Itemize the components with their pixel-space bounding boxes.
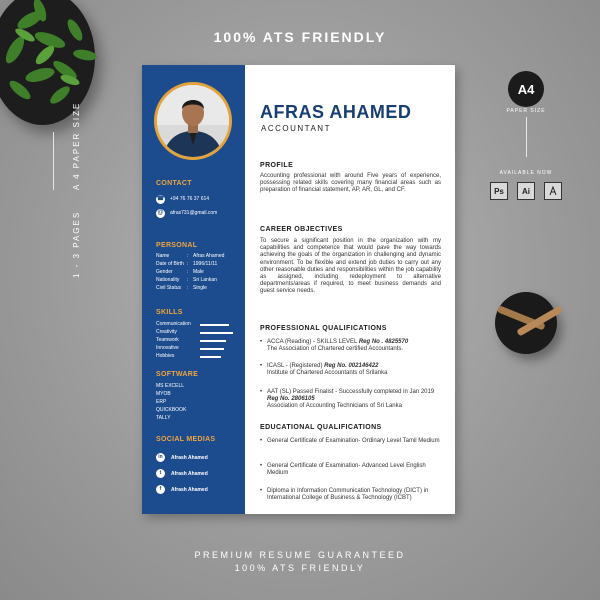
software-item: ERP	[156, 399, 167, 405]
contact-heading: CONTACT	[156, 180, 192, 187]
personal-row: Gender : Male	[156, 269, 204, 275]
personal-key: Civil Status	[156, 285, 182, 291]
left-divider-line	[53, 132, 54, 190]
resume-sidebar	[142, 65, 245, 514]
paper-size-label: PAPER SIZE	[506, 108, 546, 114]
skill-row	[156, 337, 246, 343]
social-heading: SOCIAL MEDIAS	[156, 436, 216, 443]
profile-text: Accounting professional with around Five years of experience, possessing related skills covering many financial areas such as preparation of financial statement, AP, AR, GL, and CF.	[260, 173, 441, 194]
skill-row	[156, 329, 246, 335]
skill-level-bar	[200, 340, 226, 342]
banner-bottom-line-2: 100% ATS FRIENDLY	[234, 563, 366, 573]
personal-value: Male	[193, 269, 204, 275]
available-now-label: AVAILABLE NOW	[499, 170, 553, 176]
skill-label: Creativity	[156, 329, 177, 335]
personal-key: Nationality	[156, 277, 180, 283]
personal-value: Afras Ahamed	[193, 253, 225, 259]
contact-email: afras731@gmail.com	[170, 210, 218, 216]
qual-body: The Association of Chartered certified Accountants.	[267, 346, 404, 353]
qual-title: AAT (SL) Passed Finalist - Successfully completed in Jan 2019	[267, 389, 435, 395]
social-label: Afrash Ahamed	[171, 454, 208, 461]
professional-item: • ACCA (Reading) - SKILLS LEVEL Reg No . 4825570 The Association of Chartered certified Accountants.	[260, 339, 409, 353]
social-label: Afrash Ahamed	[171, 470, 208, 477]
personal-heading: PERSONAL	[156, 242, 198, 249]
social-linkedin[interactable]	[156, 453, 208, 462]
pages-vertical-text: 1 - 3 PAGES	[72, 210, 81, 278]
illustrator-icon: Ai	[517, 182, 535, 200]
personal-value: 1996/11/11	[193, 261, 218, 267]
qual-reg: Reg No. 2806105	[267, 396, 315, 403]
skill-level-bar	[200, 324, 229, 326]
phone-icon: ☎	[156, 196, 165, 202]
resume-name: AFRAS AHAMED	[260, 102, 412, 122]
edu-text: Diploma in Information Communication Technology (DICT) in International College of Business & Technology (ICBT)	[267, 488, 429, 502]
social-facebook[interactable]	[156, 485, 208, 494]
paper-size-vertical-text: A 4 PAPER SIZE	[72, 101, 81, 190]
professional-heading: PROFESSIONAL QUALIFICATIONS	[260, 325, 387, 332]
qual-title: ACCA (Reading) - SKILLS LEVEL	[267, 339, 359, 345]
right-divider-line	[526, 117, 527, 157]
qual-reg: Reg No . 4825570	[358, 339, 409, 345]
linkedin-icon: in	[156, 453, 165, 462]
banner-top-text: 100% ATS FRIENDLY	[213, 29, 387, 45]
profile-photo	[154, 82, 232, 160]
profile-heading: PROFILE	[260, 162, 294, 169]
personal-key: Name	[156, 253, 170, 259]
educational-item: • General Certificate of Examination- Ordinary Level Tamil Medium	[260, 438, 448, 445]
software-heading: SOFTWARE	[156, 371, 199, 378]
banner-bottom-text	[0, 549, 600, 575]
skill-level-bar	[200, 348, 224, 350]
skill-label: Hobbies	[156, 353, 175, 359]
edu-text: General Certificate of Examination- Advanced Level English Medium	[267, 463, 426, 477]
resume-main	[245, 65, 455, 514]
qual-body: Institute of Chartered Accountants of Srilanka	[267, 370, 388, 377]
educational-item: • General Certificate of Examination- Advanced Level English Medium	[260, 463, 448, 477]
personal-row: Name : Afras Ahamed	[156, 253, 225, 259]
skill-level-bar	[200, 356, 221, 358]
software-item: QUICKBOOK	[156, 407, 187, 413]
skill-label: Innovative	[156, 345, 179, 351]
skill-row	[156, 353, 246, 359]
skill-level-bar	[200, 332, 233, 334]
resume-role: ACCOUNTANT	[261, 124, 331, 133]
software-item: MYOB	[156, 391, 171, 397]
objectives-text: To secure a significant position in the organization with my capabilities and competence that would pave the way towards achieving the goals of the organization in challenging and dynamic environment. To be flexible and extend job duties to carry out any other reasonable duties and responsibilities within the job capability as assigned, including redeployment to alternative departments/areas if required, to meet business demands and guest service needs.	[260, 238, 441, 295]
skill-label: Teamwork	[156, 337, 179, 343]
social-label: Afrash Ahamed	[171, 486, 208, 493]
contact-phone: +94 76 76 37 614	[170, 196, 210, 202]
personal-row: Nationality : Sri Lankan	[156, 277, 217, 283]
skill-label: Communication	[156, 321, 191, 327]
professional-item: • AAT (SL) Passed Finalist - Successfully completed in Jan 2019 Reg No. 2806105 Association of Accounting Technicians of Sri Lanka	[260, 389, 435, 410]
facebook-icon: f	[156, 485, 165, 494]
educational-heading: EDUCATIONAL QUALIFICATIONS	[260, 424, 382, 431]
skill-row	[156, 321, 246, 327]
qual-reg: Reg No. 002146422	[324, 363, 379, 369]
photoshop-icon: Ps	[490, 182, 508, 200]
email-icon: @	[157, 210, 164, 216]
resume-page	[142, 65, 455, 514]
software-item: TALLY	[156, 415, 171, 421]
personal-row: Civil Status : Single	[156, 285, 207, 291]
social-twitter[interactable]	[156, 469, 208, 478]
objectives-heading: CAREER OBJECTIVES	[260, 226, 343, 233]
edu-text: General Certificate of Examination- Ordinary Level Tamil Medium	[267, 438, 440, 444]
personal-value: Single	[193, 285, 207, 291]
doc-icon	[544, 182, 562, 200]
professional-item: • ICASL - (Registered) Reg No. 002146422 Institute of Chartered Accountants of Srilanka	[260, 363, 388, 377]
qual-title: ICASL - (Registered)	[267, 363, 325, 369]
software-item: MS EXCELL	[156, 383, 185, 389]
a4-badge: A4	[508, 71, 544, 107]
twitter-icon: t	[156, 469, 165, 478]
banner-bottom-line-1: PREMIUM RESUME GUARANTEED	[194, 550, 406, 560]
educational-item: • Diploma in Information Communication Technology (DICT) in International College of Business & Technology (ICBT)	[260, 488, 448, 502]
skill-row	[156, 345, 246, 351]
skills-heading: SKILLS	[156, 309, 183, 316]
personal-key: Date of Birth	[156, 261, 184, 267]
personal-value: Sri Lankan	[193, 277, 217, 283]
qual-body: Association of Accounting Technicians of Sri Lanka	[267, 403, 402, 410]
plant-icon	[0, 0, 130, 140]
personal-row: Date of Birth : 1996/11/11	[156, 261, 218, 267]
personal-key: Gender	[156, 269, 173, 275]
